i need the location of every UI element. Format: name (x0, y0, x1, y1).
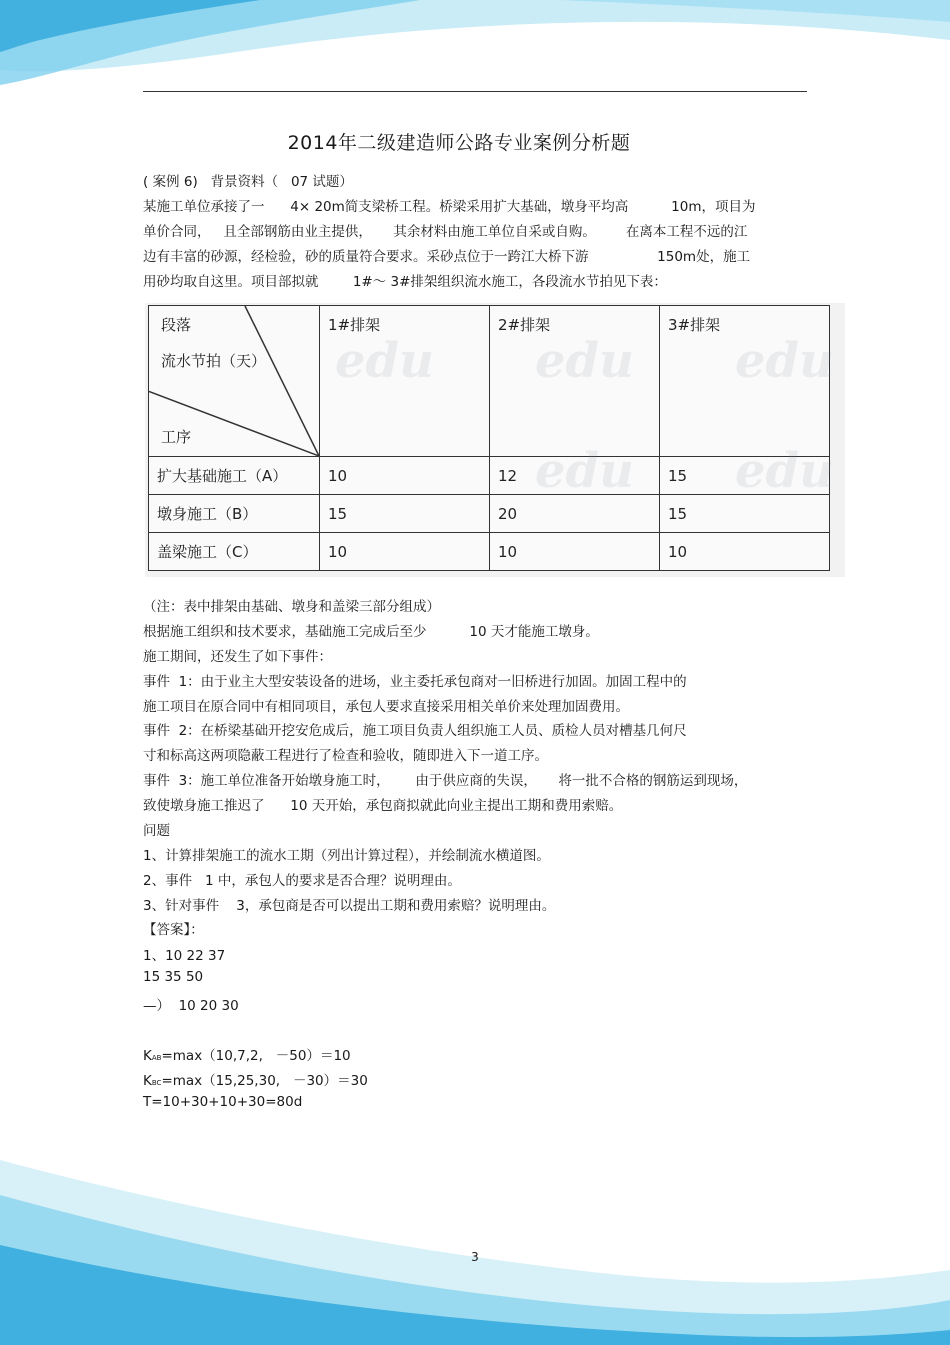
diagonal-header-cell (149, 306, 320, 457)
table-cell: 15 (320, 495, 490, 533)
paragraph-line: 边有丰富的砂源，经检验，砂的质量符合要求。采砂点位于一跨江大桥下游 150m处，施工 (143, 249, 751, 265)
formula-subscript: AB (151, 1054, 162, 1062)
row-label: 墩身施工（B） (149, 495, 320, 533)
formula-k-ab (143, 1044, 351, 1064)
column-header: 1#排架 (320, 306, 490, 457)
body-line: 问题 (143, 823, 170, 839)
flow-beat-table-image (145, 303, 845, 577)
body-line: 根据施工组织和技术要求，基础施工完成后至少 10 天才能施工墩身。 (143, 624, 599, 640)
formula-symbol: K (143, 1073, 152, 1089)
paragraph-line: 用砂均取自这里。项目部拟就 1#～ 3#排架组织流水施工，各段流水节拍见下表： (143, 274, 667, 290)
body-line: 事件 3：施工单位准备开始墩身施工时， 由于供应商的失误， 将一批不合格的钢筋运到现场， (143, 773, 748, 789)
page-number: 3 (471, 1250, 479, 1264)
table-cell: 10 (490, 533, 660, 571)
diag-label-process: 工序 (161, 428, 192, 446)
formula-k-bc (143, 1069, 368, 1089)
body-line: 事件 1：由于业主大型安装设备的进场，业主委托承包商对一旧桥进行加固。加固工程中的 (143, 674, 687, 690)
table-row (149, 495, 830, 533)
formula-subscript: BC (151, 1079, 162, 1087)
body-line: 事件 2：在桥梁基础开挖安危成后，施工项目负责人组织施工人员、质检人员对槽基几何尺 (143, 723, 687, 739)
body-line: 15 35 50 (143, 969, 204, 985)
body-line: （注：表中排架由基础、墩身和盖梁三部分组成） (143, 599, 440, 615)
paragraph-line: ( 案例 6) 背景资料（ 07 试题） (143, 174, 353, 190)
diag-label-beat: 流水节拍（天） (161, 352, 267, 370)
flow-beat-table (148, 305, 830, 571)
diag-label-segment: 段落 (161, 316, 192, 334)
body-line: 致使墩身施工推迟了 10 天开始，承包商拟就此向业主提出工期和费用索赔。 (143, 798, 623, 814)
table-row (149, 457, 830, 495)
body-line: 2、事件 1 中，承包人的要求是否合理？说明理由。 (143, 873, 461, 889)
table-cell: 12 (490, 457, 660, 495)
formula-expression: =max（10,7,2, －50）＝10 (161, 1048, 351, 1064)
body-line: 1、计算排架施工的流水工期（列出计算过程），并绘制流水横道图。 (143, 848, 550, 864)
paragraph-line: 某施工单位承接了一 4× 20m简支梁桥工程。桥梁采用扩大基础，墩身平均高 10m，项目为 (143, 199, 756, 215)
paragraph-line: 单价合同， 且全部钢筋由业主提供， 其余材料由施工单位自采或自购。 在离本工程不远的江 (143, 224, 748, 240)
table-cell: 15 (660, 495, 830, 533)
formula-symbol: K (143, 1048, 152, 1064)
body-line: 施工期间，还发生了如下事件： (143, 649, 332, 665)
body-line: 【答案】： (143, 922, 204, 938)
body-line: 施工项目在原合同中有相同项目，承包人要求直接采用相关单价来处理加固费用。 (143, 699, 629, 715)
body-line: 3、针对事件 3，承包商是否可以提出工期和费用索赔？说明理由。 (143, 898, 556, 914)
page-title: 2014年二级建造师公路专业案例分析题 (287, 132, 631, 154)
row-label: 盖梁施工（C） (149, 533, 320, 571)
body-line: 寸和标高这两项隐蔽工程进行了检查和验收，随即进入下一道工序。 (143, 748, 548, 764)
formula-total: T=10+30+10+30=80d (143, 1094, 303, 1110)
column-header: 2#排架 (490, 306, 660, 457)
row-label: 扩大基础施工（A） (149, 457, 320, 495)
table-cell: 10 (660, 533, 830, 571)
column-header: 3#排架 (660, 306, 830, 457)
header-rule (143, 91, 807, 92)
table-cell: 20 (490, 495, 660, 533)
table-cell: 10 (320, 457, 490, 495)
body-line: —） 10 20 30 (143, 998, 239, 1014)
table-cell: 15 (660, 457, 830, 495)
table-cell: 10 (320, 533, 490, 571)
formula-expression: =max（15,25,30, －30）＝30 (161, 1073, 368, 1089)
body-line: 1、10 22 37 (143, 948, 226, 964)
table-row (149, 533, 830, 571)
